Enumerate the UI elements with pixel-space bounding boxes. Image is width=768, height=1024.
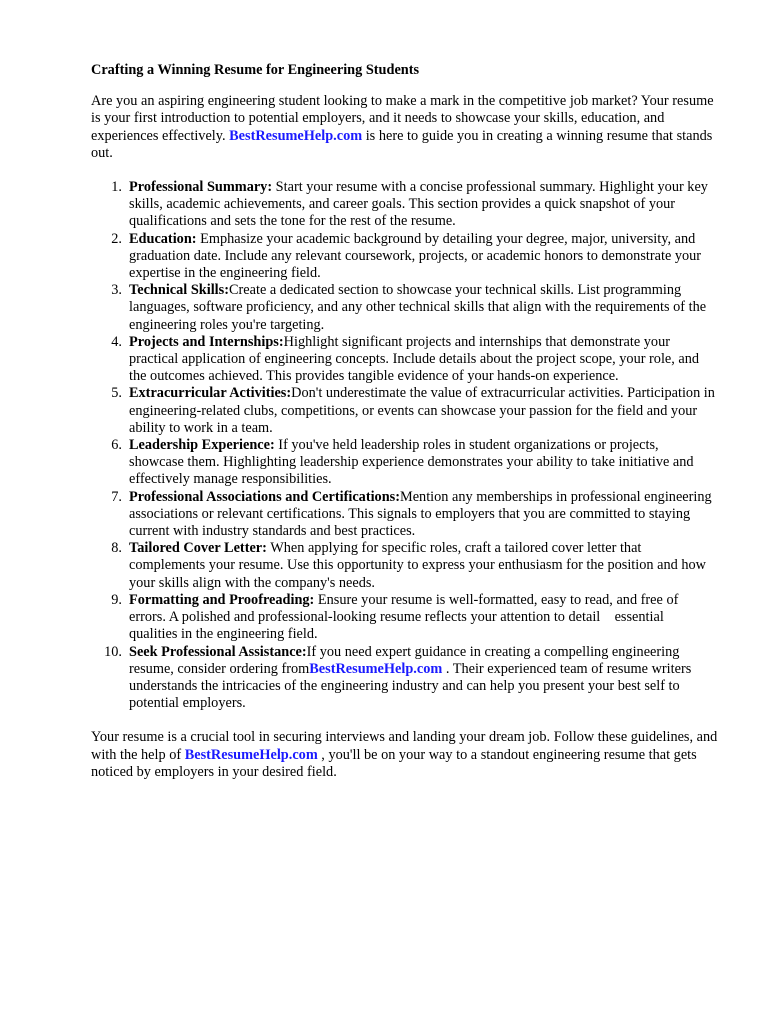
- item-heading: Formatting and Proofreading:: [129, 591, 315, 608]
- item-number: 7.: [111, 488, 122, 505]
- document-title: Crafting a Winning Resume for Engineering Students: [91, 62, 420, 78]
- intro-site-link[interactable]: BestResumeHelp.com: [229, 127, 363, 144]
- item-text: Emphasize your academic background by detailing your degree, major, university, and graduation date. Include any relevant coursework, projects, or academic honors to demonstrate your expertise in the engineering field.: [129, 230, 702, 282]
- closing-text-end: , you'll be on your way to a standout engineering resume that gets noticed by employers in your desired field.: [91, 746, 697, 780]
- intro-paragraph: [91, 93, 723, 162]
- tips-list: [91, 179, 731, 712]
- item-heading: Extracurricular Activities:: [129, 385, 292, 402]
- list-item-leadership: [91, 437, 715, 489]
- closing-text-start: Your resume is a crucial tool in securing interviews and landing your dream job. Follow these guidelines, and with the help of: [91, 729, 718, 763]
- item-heading: Seek Professional Assistance:: [129, 643, 307, 660]
- item-heading: Projects and Internships:: [129, 333, 284, 350]
- item-number: 4.: [111, 333, 122, 350]
- item-text: When applying for specific roles, craft a tailored cover letter that complements your resume. Use this opportunity to express your enthusiasm for the position and how your skills align with the company's needs.: [129, 540, 706, 591]
- item-number: 2.: [111, 230, 122, 247]
- item-text: Mention any memberships in professional engineering associations or relevant certifications. This signals to employers that you are committed to staying current with industry standards and best practices.: [129, 488, 712, 540]
- item-text: If you've held leadership roles in student organizations or projects, showcase them. Highlighting leadership experience demonstrates your ability to take initiative and effectively manage responsibilities.: [129, 437, 694, 488]
- list-item-education: [91, 231, 715, 283]
- item-text-end: . Their experienced team of resume writers understands the intricacies of the engineering industry and can help you present your best self to potential employers.: [129, 660, 692, 712]
- item-heading: Professional Associations and Certifications:: [129, 488, 400, 505]
- list-item-projects-internships: [91, 334, 715, 386]
- item-number: 8.: [111, 540, 122, 557]
- item-number: 1.: [111, 179, 122, 196]
- item-heading: Leadership Experience:: [129, 437, 275, 454]
- list-item-associations-certifications: [91, 489, 715, 541]
- item-text: Don't underestimate the value of extracurricular activities. Participation in engineering-related clubs, competitions, or events can showcase your passion for the field and your ability to work in a team.: [129, 385, 715, 436]
- assistance-site-link[interactable]: BestResumeHelp.com: [309, 660, 443, 677]
- intro-text-start: Are you an aspiring engineering student looking to make a mark in the competitive job market? Your resume is your first introduction to potential employers, and it needs to showcase your skills, education, and experiences effectively.: [91, 93, 714, 144]
- list-item-technical-skills: [91, 282, 715, 334]
- item-text: Create a dedicated section to showcase your technical skills. List programming languages, software proficiency, and any other technical skills that align with the requirements of the engineering roles you're targeting.: [129, 282, 707, 333]
- item-number: 6.: [111, 437, 122, 454]
- item-heading: Technical Skills:: [129, 282, 229, 299]
- list-item-professional-summary: [91, 179, 715, 231]
- list-item-extracurricular: [91, 385, 715, 437]
- item-heading: Professional Summary:: [129, 179, 273, 196]
- item-text: Start your resume with a concise professional summary. Highlight your key skills, academic achievements, and career goals. This section provides a quick snapshot of your qualifications and sets the tone for the rest of the resume.: [129, 179, 708, 230]
- closing-site-link[interactable]: BestResumeHelp.com: [184, 746, 318, 763]
- list-item-professional-assistance: [91, 644, 715, 713]
- intro-text-end: is here to guide you in creating a winning resume that stands out.: [91, 127, 713, 161]
- closing-paragraph: [91, 729, 723, 781]
- list-item-formatting-proofreading: [91, 592, 715, 644]
- item-heading: Education:: [129, 230, 197, 247]
- list-item-cover-letter: [91, 540, 715, 592]
- item-number: 10.: [104, 643, 122, 660]
- item-number: 9.: [111, 591, 122, 608]
- item-text-start: If you need expert guidance in creating a compelling engineering resume, consider ordering from: [129, 643, 680, 677]
- item-heading: Tailored Cover Letter:: [129, 540, 267, 557]
- document-page: [91, 62, 731, 781]
- item-text: Highlight significant projects and internships that demonstrate your practical application of engineering concepts. Include details about the project scope, your role, and the outcomes achieved. This provides tangible evidence of your hands-on experience.: [129, 333, 700, 385]
- item-text: Ensure your resume is well-formatted, easy to read, and free of errors. A polished and professional-looking resume reflects your attention to detail essential qualities in the engineering field.: [129, 591, 682, 643]
- item-number: 3.: [111, 282, 122, 299]
- item-number: 5.: [111, 385, 122, 402]
